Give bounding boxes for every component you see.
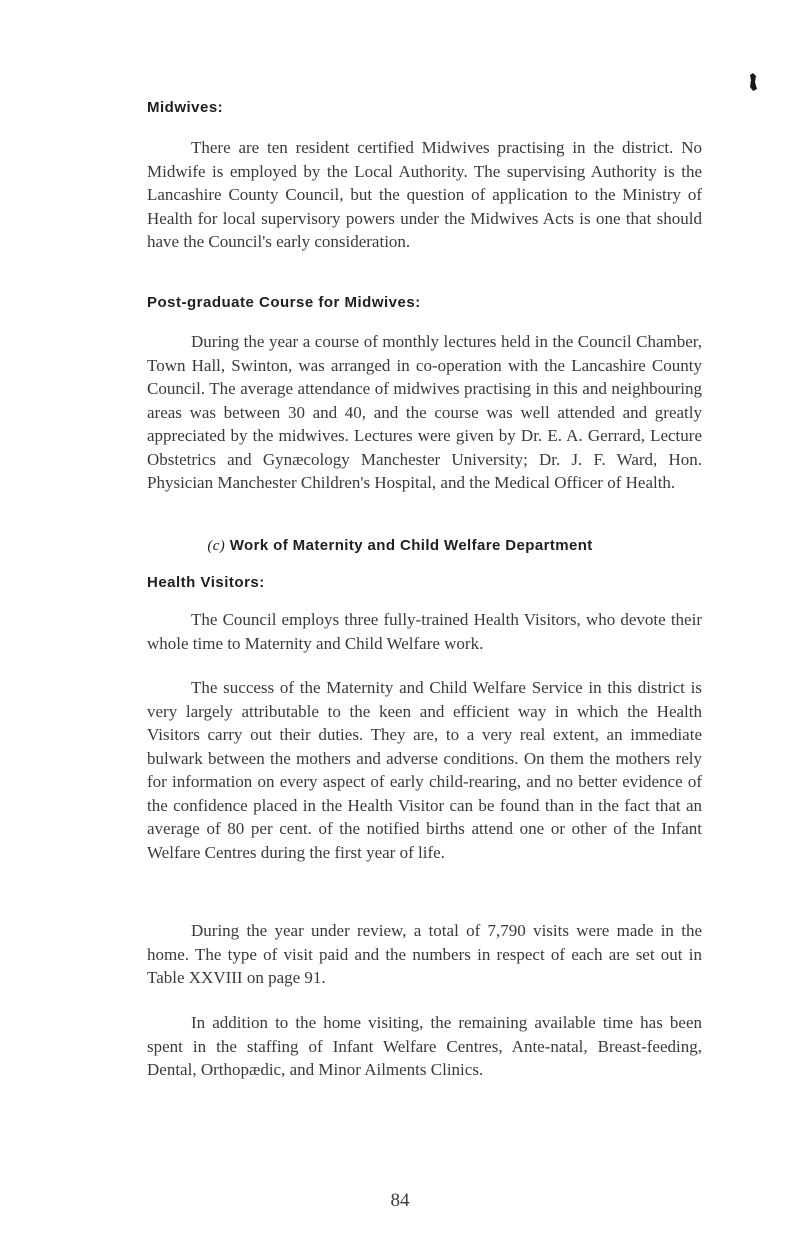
section-title-text: Work of Maternity and Child Welfare Department [229, 537, 593, 554]
midwives-paragraph: There are ten resident certified Midwives practising in the district. No Midwife is employed by the Local Authority. The supervising Authority is the Lancashire County Council, but the question of application to the Ministry of Health for local supervisory powers under the Midwives Acts is one that should have the Council's early consideration. [147, 138, 702, 251]
ink-mark-icon [748, 72, 758, 92]
midwives-heading: Midwives: [147, 99, 224, 116]
post-graduate-paragraph: During the year a course of monthly lectures held in the Council Chamber, Town Hall, Swinton, was arranged in co-operation with the Lancashire County Council. The average attendance of midwives practising in this and neighbouring areas was between 30 and 40, and the course was well attended and greatly appreciated by the midwives. Lectures were given by Dr. E. A. Gerrard, Lecture Obstetrics and Gynæcology Manchester University; Dr. J. F. Ward, Hon. Physician Manchester Children's Hospital, and the Medical Officer of Health. [147, 332, 702, 492]
section-letter: (c) [207, 538, 226, 554]
home-visits-paragraph: During the year under review, a total of 7,790 visits were made in the home. The type of visit paid and the numbers in respect of each are set out in Table XXVIII on page 91. [147, 921, 702, 987]
post-graduate-heading: Post-graduate Course for Midwives: [147, 294, 421, 311]
page-number: 84 [390, 1190, 410, 1211]
health-visitors-paragraph-2: The success of the Maternity and Child Welfare Service in this district is very largely attributable to the keen and efficient way in which the Health Visitors carry out their duties. They are, to a very real extent, an immediate bulwark between the mothers and adverse conditions. On them the mothers rely for information on every aspect of early child-rearing, and no better evidence of the confidence placed in the Health Visitor can be found than in the fact that an average of 80 per cent. of the notified births attend one or other of the Infant Welfare Centres during the first year of life. [147, 678, 702, 862]
clinics-paragraph: In addition to the home visiting, the remaining available time has been spent in the staffing of Infant Welfare Centres, Ante-natal, Breast-feeding, Dental, Orthopædic, and Minor Ailments Clinics. [147, 1013, 702, 1079]
health-visitors-heading: Health Visitors: [147, 574, 265, 591]
health-visitors-paragraph-1: The Council employs three fully-trained Health Visitors, who devote their whole time to Maternity and Child Welfare work. [147, 610, 702, 653]
section-title [0, 537, 800, 555]
